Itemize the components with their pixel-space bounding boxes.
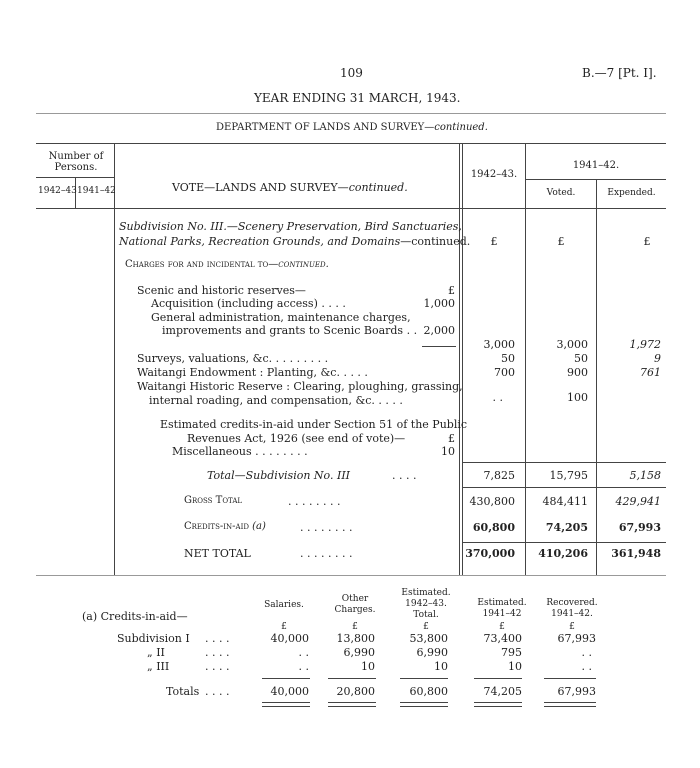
subdivision-total-expended: 5,158: [629, 469, 661, 482]
waitangi-endowment-voted: 900: [567, 366, 588, 379]
footnote-rule-recovered: [544, 678, 596, 679]
footnote-header-estimated-total: Estimated. 1942–43. Total.: [401, 588, 451, 620]
subtotal-rule: [422, 346, 456, 347]
waitangi-endowment-1942: 700: [494, 366, 515, 379]
footnote-row-label: Subdivision I: [117, 632, 190, 645]
net-total-label: NET TOTAL: [184, 547, 251, 560]
scenic-total-1942: 3,000: [483, 338, 515, 351]
general-admin-line2: improvements and grants to Scenic Boards . .: [162, 324, 418, 337]
footnote-double-rule-other: [328, 702, 376, 707]
waitangi-historic-line2: internal roading, and compensation, &c. . . . .: [149, 394, 403, 407]
gross-total-dots: . . . . . . . .: [288, 495, 341, 508]
footnote-double-rule-estimated: [400, 702, 448, 707]
persons-year-1941-42: 1941–42: [77, 186, 116, 196]
subdivision-total-1942: 7,825: [483, 469, 515, 482]
footnote-totals-recovered: 67,993: [557, 685, 596, 698]
subdivision-total-label: Total—Subdivision No. III: [207, 469, 351, 482]
pound-sign-1942: £: [490, 235, 498, 248]
credits-in-aid-label: Credits-in-aid (a): [184, 521, 266, 532]
footnote-row-label: „ II: [147, 646, 165, 659]
footnote-row-estimated-1941: 795: [501, 646, 522, 659]
footnote-totals-estimated: 60,800: [409, 685, 448, 698]
footnote-row-salaries: 40,000: [270, 632, 309, 645]
footnote-rule-other: [328, 678, 376, 679]
pound-sign-inner: £: [448, 284, 455, 297]
footnote-totals-salaries: 40,000: [270, 685, 309, 698]
general-admin-line1: General administration, maintenance charges,: [151, 311, 411, 324]
number-of-persons-header: Number of Persons.: [48, 151, 104, 173]
footnote-double-rule-estimated-1941: [474, 702, 522, 707]
column-header-1941-42: 1941–42.: [572, 160, 620, 171]
footnote-row-other: 13,800: [336, 632, 375, 645]
credits-heading-line2: Revenues Act, 1926 (see end of vote)—: [187, 432, 406, 445]
footnote-row-dots: . . . .: [205, 632, 230, 645]
surveys-1942: 50: [501, 352, 515, 365]
surveys-label: Surveys, valuations, &c. . . . . . . . .: [137, 352, 329, 365]
footnote-pound-recovered: £: [569, 622, 575, 632]
footnote-header-estimated-1941: Estimated. 1941–42: [477, 598, 527, 619]
table-top-rule: [36, 143, 666, 144]
scenic-reserves-label: Scenic and historic reserves—: [137, 284, 306, 297]
waitangi-historic-1942: . .: [492, 391, 503, 404]
footnote-row-estimated: 10: [434, 660, 448, 673]
footnote-double-rule-recovered: [544, 702, 596, 707]
surveys-expended: 9: [654, 352, 661, 365]
gross-total-voted: 484,411: [542, 495, 588, 508]
column-header-1942-43: 1942–43.: [470, 169, 518, 180]
vote-title: VOTE—LANDS AND SURVEY—continued.: [172, 181, 408, 194]
column-header-expended: Expended.: [607, 188, 656, 198]
year-title: YEAR ENDING 31 MARCH, 1943.: [254, 91, 461, 105]
pound-sign-voted: £: [557, 235, 565, 248]
persons-year-1942-43: 1942–43: [38, 186, 77, 196]
document-reference: B.—7 [Pt. I].: [582, 66, 657, 80]
footnote-pound-estimated-1941: £: [499, 622, 505, 632]
footnote-row-salaries: . .: [298, 660, 309, 673]
footnote-row-other: 6,990: [343, 646, 375, 659]
department-title: DEPARTMENT OF LANDS AND SURVEY—continued.: [216, 122, 488, 133]
footnote-label: (a) Credits-in-aid—: [82, 610, 188, 623]
header-rule: [36, 113, 666, 114]
credits-pound-sign: £: [448, 432, 455, 445]
page-number: 109: [340, 66, 363, 80]
charges-heading: Charges for and incidental to—continued.: [125, 259, 329, 270]
subheader-rule-1941: [525, 179, 666, 180]
footnote-row-recovered: . .: [581, 646, 592, 659]
footnote-pound-other: £: [352, 622, 358, 632]
waitangi-endowment-label: Waitangi Endowment : Planting, &c. . . . .: [137, 366, 368, 379]
credits-in-aid-1942: 60,800: [472, 521, 515, 534]
column-header-rule: [36, 208, 666, 209]
footnote-row-estimated-1941: 10: [508, 660, 522, 673]
total-bottom-rule: [463, 487, 666, 488]
credits-heading-line1: Estimated credits-in-aid under Section 51 of the Public: [160, 418, 468, 431]
general-admin-amount: 2,000: [423, 324, 455, 337]
net-total-voted: 410,206: [538, 547, 588, 560]
pound-sign-expended: £: [643, 235, 651, 248]
footnote-row-recovered: . .: [581, 660, 592, 673]
subdivision-total-dots: . . . .: [392, 469, 417, 482]
footnote-totals-label: Totals: [166, 685, 200, 698]
footnote-rule-salaries: [262, 678, 310, 679]
gross-total-1942: 430,800: [469, 495, 515, 508]
acquisition-amount: 1,000: [423, 297, 455, 310]
subdivision-heading-line1: Subdivision No. III.—Scenery Preservation, Bird Sanctuaries,: [119, 220, 462, 233]
net-total-top-rule: [463, 542, 666, 543]
footnote-row-estimated: 53,800: [409, 632, 448, 645]
subdivision-total-voted: 15,795: [549, 469, 588, 482]
net-total-expended: 361,948: [611, 547, 661, 560]
footnote-header-recovered: Recovered. 1941–42.: [546, 598, 598, 619]
footnote-row-salaries: . .: [298, 646, 309, 659]
miscellaneous-label: Miscellaneous . . . . . . . .: [172, 445, 308, 458]
footnote-row-estimated-1941: 73,400: [483, 632, 522, 645]
credits-in-aid-dots: . . . . . . . .: [300, 521, 353, 534]
footnote-pound-salaries: £: [281, 622, 287, 632]
surveys-voted: 50: [574, 352, 588, 365]
gross-total-expended: 429,941: [615, 495, 661, 508]
total-top-rule: [463, 462, 666, 463]
scenic-total-voted: 3,000: [556, 338, 588, 351]
waitangi-historic-line1: Waitangi Historic Reserve : Clearing, ploughing, grassing,: [137, 380, 463, 393]
waitangi-endowment-expended: 761: [640, 366, 661, 379]
waitangi-historic-voted: 100: [567, 391, 588, 404]
footnote-header-other: Other Charges.: [334, 594, 376, 615]
acquisition-label: Acquisition (including access) . . . .: [151, 297, 346, 310]
footnote-rule-estimated-1941: [474, 678, 522, 679]
net-total-dots: . . . . . . . .: [300, 547, 353, 560]
subdivision-heading-line2: National Parks, Recreation Grounds, and Domains—continued.: [119, 235, 471, 248]
footnote-row-recovered: 67,993: [557, 632, 596, 645]
footnote-row-dots: . . . .: [205, 646, 230, 659]
footnote-row-other: 10: [361, 660, 375, 673]
footnote-totals-dots: . . . .: [205, 685, 230, 698]
footnote-rule-estimated: [400, 678, 448, 679]
credits-in-aid-voted: 74,205: [545, 521, 588, 534]
credits-in-aid-expended: 67,993: [618, 521, 661, 534]
miscellaneous-amount: 10: [441, 445, 455, 458]
footnote-totals-other: 20,800: [336, 685, 375, 698]
gross-total-label: Gross Total: [184, 495, 243, 506]
scenic-total-expended: 1,972: [629, 338, 661, 351]
table-bottom-rule: [36, 575, 666, 576]
net-total-1942: 370,000: [465, 547, 515, 560]
footnote-row-dots: . . . .: [205, 660, 230, 673]
footnote-pound-estimated: £: [423, 622, 429, 632]
footnote-header-salaries: Salaries.: [264, 600, 304, 610]
footnote-double-rule-salaries: [262, 702, 310, 707]
footnote-row-label: „ III: [147, 660, 170, 673]
column-header-voted: Voted.: [546, 188, 576, 198]
footnote-totals-estimated-1941: 74,205: [483, 685, 522, 698]
footnote-row-estimated: 6,990: [416, 646, 448, 659]
